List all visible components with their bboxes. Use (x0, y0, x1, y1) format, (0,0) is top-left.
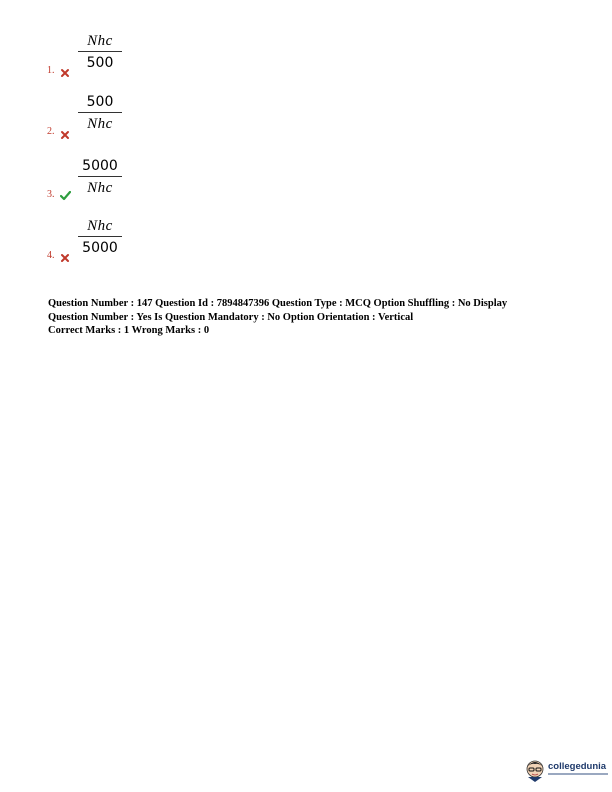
fraction-numerator: 500 (86, 94, 114, 110)
fraction (78, 217, 122, 257)
question-metadata (48, 297, 588, 338)
fraction-bar (78, 236, 122, 237)
fraction (78, 32, 122, 72)
option-2 (0, 93, 200, 157)
option-1 (0, 30, 200, 94)
fraction (78, 157, 122, 197)
brand-logo (524, 757, 610, 785)
brand-name: collegedunia (548, 761, 607, 772)
check-icon (60, 188, 70, 198)
fraction-bar (78, 176, 122, 177)
option-3 (0, 155, 200, 219)
cross-icon (60, 65, 70, 75)
fraction-numerator: Nhc (87, 218, 113, 234)
brand-tagline-bar (548, 773, 608, 775)
mascot-icon (524, 757, 546, 783)
metadata-line-3: Correct Marks : 1 Wrong Marks : 0 (48, 325, 210, 336)
fraction-numerator: Nhc (87, 33, 113, 49)
fraction (78, 93, 122, 133)
cross-icon (60, 250, 70, 260)
fraction-bar (78, 112, 122, 113)
fraction-denominator: 5000 (82, 240, 118, 256)
fraction-denominator: Nhc (87, 116, 113, 132)
metadata-line-1: Question Number : 147 Question Id : 7894847396 Question Type : MCQ Option Shuffling : No Display (48, 298, 508, 309)
fraction-denominator: 500 (86, 55, 114, 71)
metadata-line-2: Question Number : Yes Is Question Mandatory : No Option Orientation : Vertical (48, 311, 414, 323)
cross-icon (60, 127, 70, 137)
option-number: 3. (47, 189, 55, 200)
fraction-bar (78, 51, 122, 52)
option-4 (0, 217, 200, 281)
option-number: 4. (47, 250, 55, 261)
fraction-numerator: 5000 (82, 158, 118, 174)
option-number: 1. (47, 65, 55, 76)
fraction-denominator: Nhc (87, 180, 113, 196)
option-number: 2. (47, 126, 55, 137)
